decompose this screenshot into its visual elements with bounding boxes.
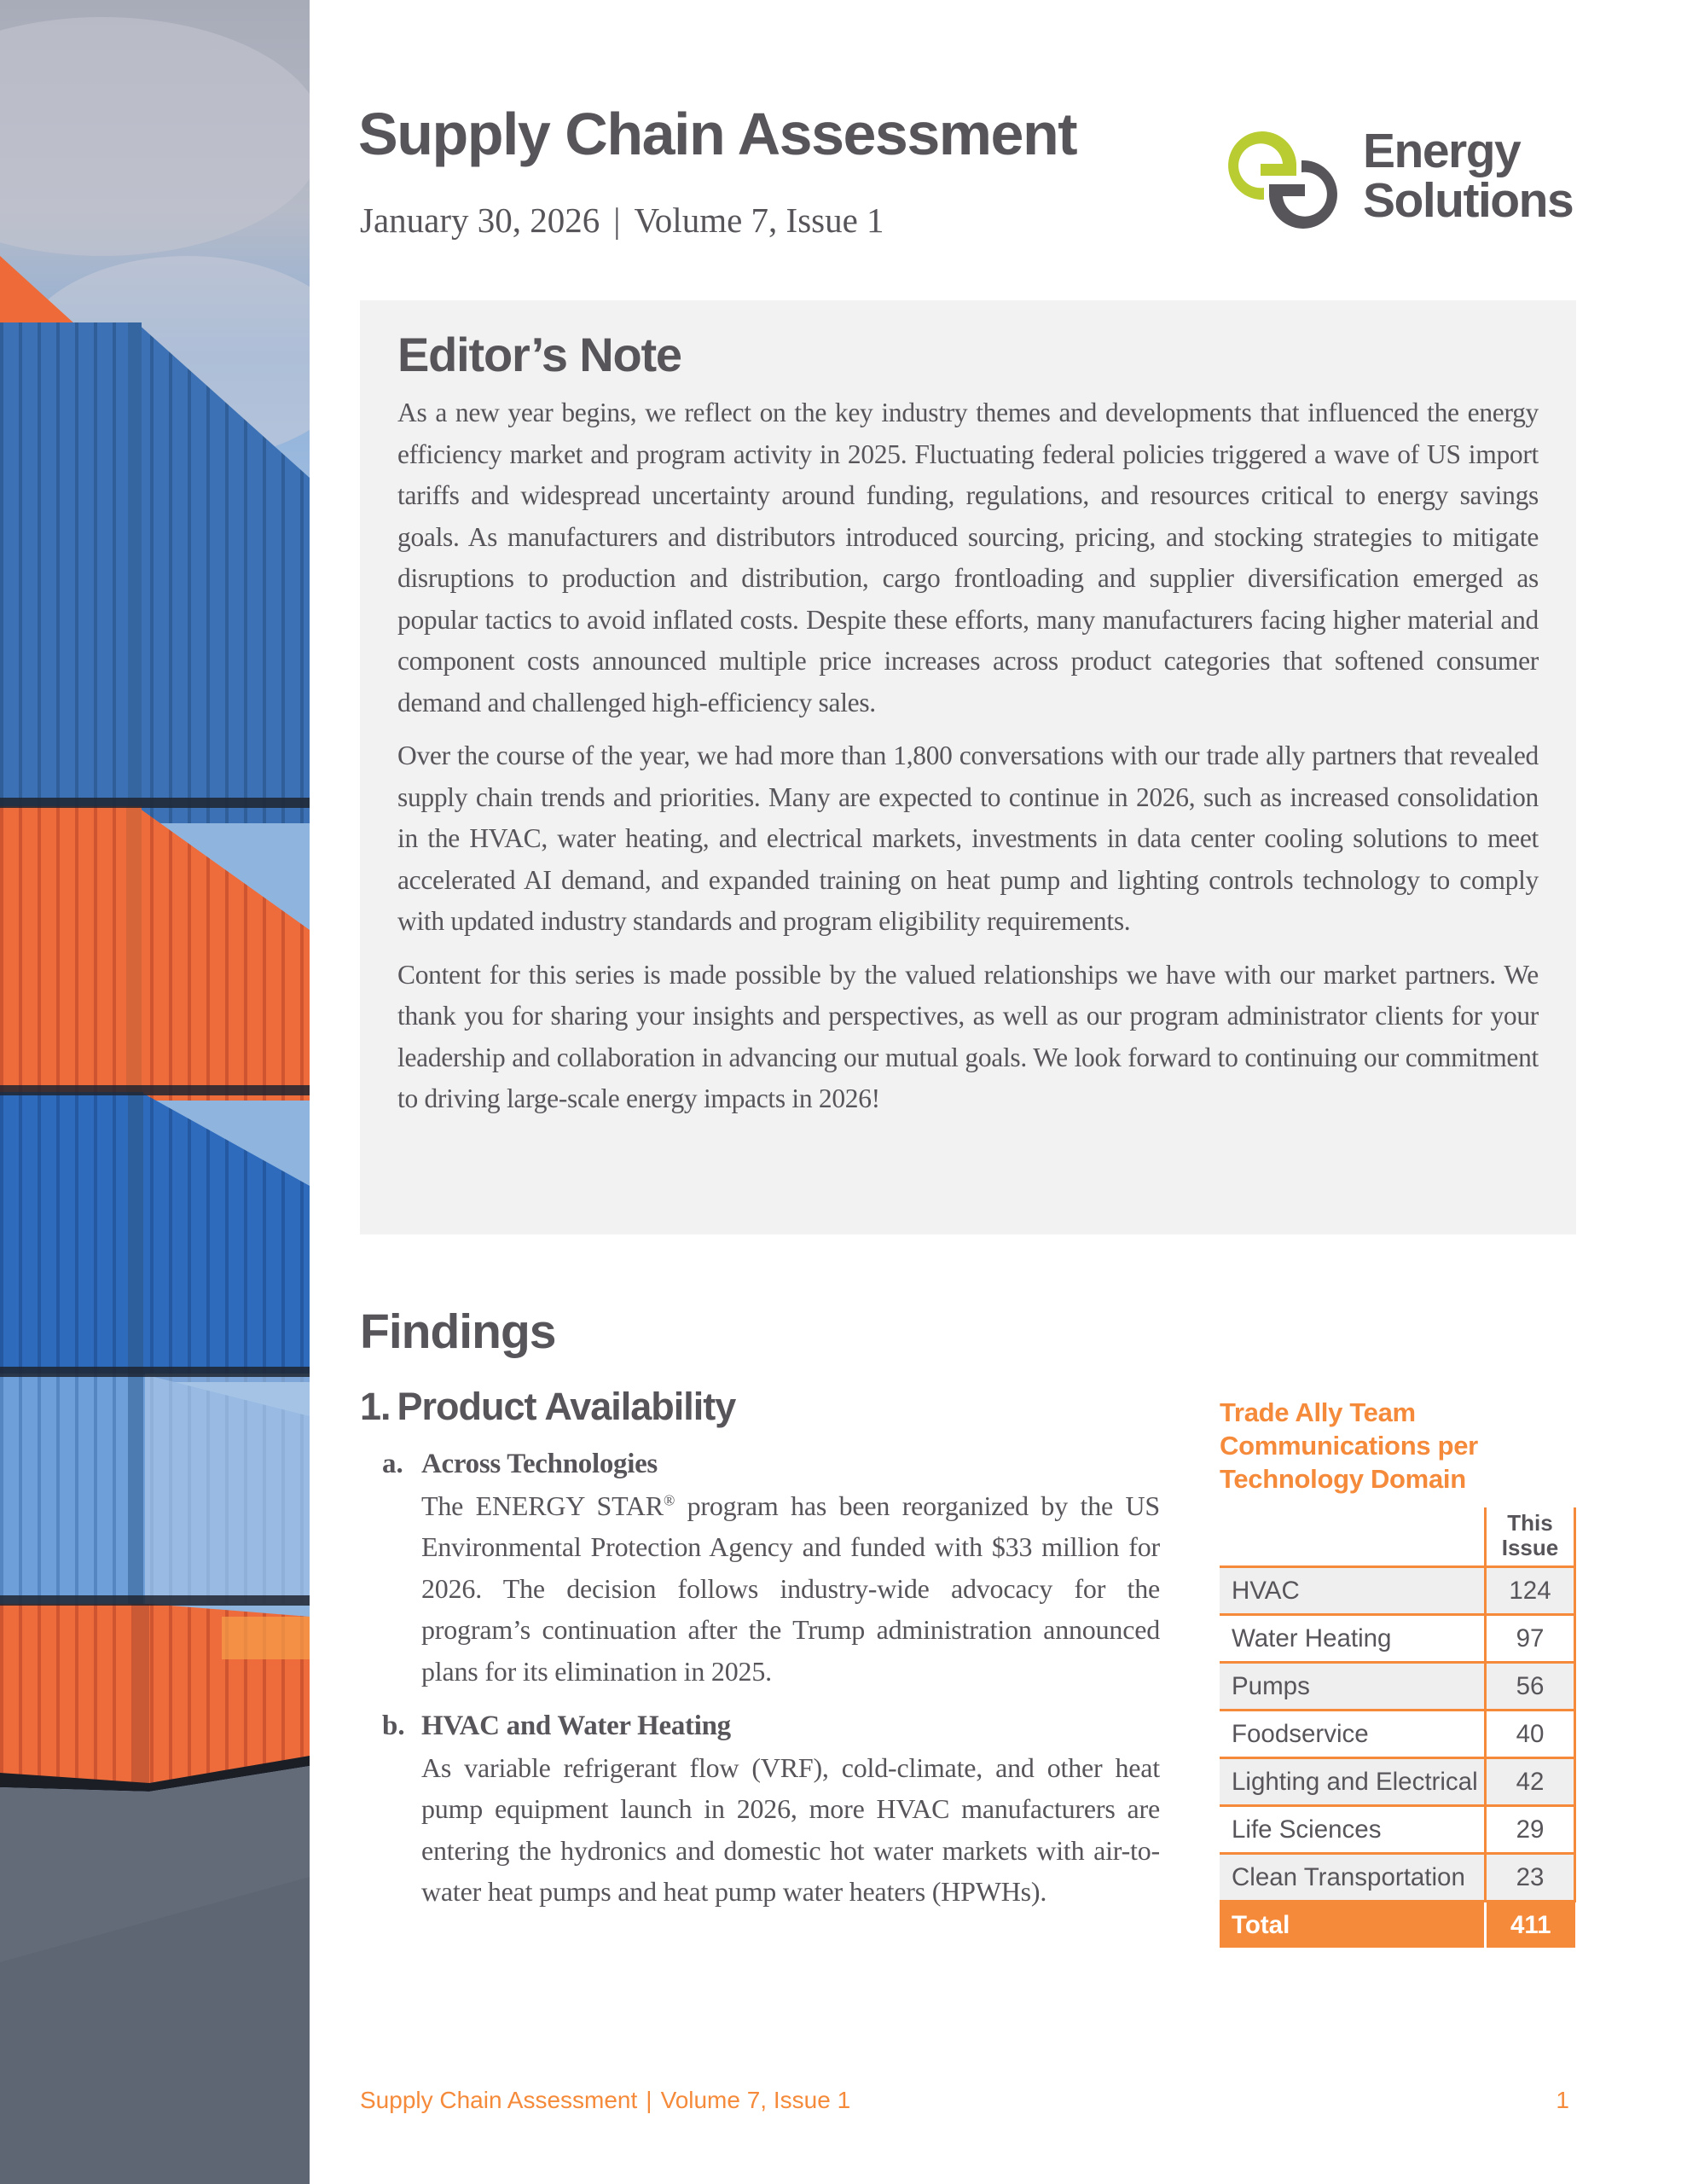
- communications-table: [1220, 1507, 1576, 1948]
- domain-cell: Lighting and Electrical: [1220, 1758, 1486, 1806]
- table-row: [1220, 1567, 1575, 1615]
- logo-text-solutions: Solutions: [1363, 173, 1574, 228]
- table-header-blank: [1220, 1507, 1486, 1567]
- finding-body-text: The ENERGY STAR: [421, 1490, 664, 1521]
- table-row: [1220, 1711, 1575, 1758]
- editors-note-title: Editor’s Note: [397, 328, 681, 381]
- domain-cell: Water Heating: [1220, 1615, 1486, 1663]
- table-header-row: [1220, 1507, 1575, 1567]
- energy-solutions-logo-icon: [1226, 126, 1346, 232]
- issue-date-volume: [360, 200, 884, 240]
- page-footer: [360, 2087, 1576, 2121]
- list-marker: a.: [382, 1449, 403, 1479]
- finding-heading: Across Technologies: [421, 1449, 658, 1479]
- table-total-row: [1220, 1902, 1575, 1949]
- page-number: 1: [1556, 2087, 1569, 2113]
- separator: |: [613, 200, 621, 240]
- domain-cell: Clean Transportation: [1220, 1854, 1486, 1902]
- editors-note-paragraph: As a new year begins, we reflect on the key industry themes and developments that influenced the energy efficiency market and program activity in 2025. Fluctuating federal policies triggered a wave of US import tariffs and widespread uncertainty around funding, regulations, and resources critical to energy savings goals. As manufacturers and distributors introduced sourcing, pricing, and stocking strategies to mitigate disruptions to production and distribution, cargo frontloading and supplier diversification emerged as popular tactics to avoid inflated costs. Despite these efforts, many manufacturers facing higher material and component costs announced multiple price increases across product categories that softened consumer demand and challenged high-efficiency sales.: [397, 398, 1539, 717]
- footer-publication-info: [360, 2087, 850, 2114]
- count-cell: 124: [1486, 1567, 1575, 1615]
- domain-cell: Pumps: [1220, 1663, 1486, 1711]
- count-cell: 42: [1486, 1758, 1575, 1806]
- table-row: [1220, 1615, 1575, 1663]
- footer-publication: Supply Chain Assessment: [360, 2087, 638, 2113]
- total-count: 411: [1486, 1902, 1575, 1949]
- table-row: [1220, 1854, 1575, 1902]
- domain-cell: Foodservice: [1220, 1711, 1486, 1758]
- list-marker: b.: [382, 1711, 405, 1741]
- findings-list: [382, 1443, 1160, 1926]
- footer-separator: |: [646, 2087, 652, 2113]
- finding-body: As variable refrigerant flow (VRF), cold-climate, and other heat pump equipment launch in 2026, more HVAC manufacturers are entering the hydronics and domestic hot water markets with air-to-water heat pumps and heat pump water heaters (HPWHs).: [421, 1751, 1160, 1907]
- table-row: [1220, 1663, 1575, 1711]
- count-cell: 97: [1486, 1615, 1575, 1663]
- communications-table-panel: [1220, 1396, 1576, 1948]
- registered-trademark: ®: [663, 1490, 675, 1508]
- editors-note-box: [360, 300, 1576, 1234]
- total-label: Total: [1220, 1902, 1486, 1949]
- cover-photo-shipping-containers: [0, 0, 310, 2184]
- domain-cell: HVAC: [1220, 1567, 1486, 1615]
- document-title: Supply Chain Assessment: [358, 101, 1077, 167]
- count-cell: 56: [1486, 1663, 1575, 1711]
- section-title: Product Availability: [397, 1385, 736, 1428]
- finding-item-across-technologies: [382, 1443, 1160, 1692]
- count-cell: 40: [1486, 1711, 1575, 1758]
- table-row: [1220, 1806, 1575, 1854]
- logo-wordmark: [1363, 124, 1574, 228]
- table-title: Trade Ally Team Communications per Technology Domain: [1220, 1397, 1478, 1494]
- editors-note-paragraph: Over the course of the year, we had more than 1,800 conversations with our trade ally partners that revealed supply chain trends and priorities. Many are expected to continue in 2026, such as increased consolidation in the HVAC, water heating, and electrical markets, investments in data center cooling solutions to meet accelerated AI demand, and expanded training on heat pump and lighting controls technology to comply with updated industry standards and program eligibility requirements.: [397, 741, 1539, 937]
- footer-volume: Volume 7, Issue 1: [660, 2087, 851, 2113]
- table-row: [1220, 1758, 1575, 1806]
- finding-heading: HVAC and Water Heating: [421, 1711, 731, 1741]
- section-heading-product-availability: [360, 1385, 735, 1428]
- energy-solutions-logo: [1226, 126, 1578, 232]
- table-header-this-issue: This Issue: [1486, 1507, 1575, 1567]
- findings-heading: Findings: [360, 1304, 556, 1359]
- issue-volume: Volume 7, Issue 1: [634, 200, 884, 240]
- count-cell: 23: [1486, 1854, 1575, 1902]
- shipping-containers-photo-icon: [0, 0, 310, 2184]
- domain-cell: Life Sciences: [1220, 1806, 1486, 1854]
- issue-date: January 30, 2026: [360, 200, 600, 240]
- finding-body: [421, 1485, 1160, 1693]
- section-number: 1.: [360, 1385, 391, 1428]
- finding-body-text: program has been reorganized by the US Environmental Protection Agency and funded with $33 million for 2026. The decision follows industry-wide advocacy for the program’s continuation after the Trump administration announced plans for its elimination in 2025.: [421, 1490, 1160, 1687]
- editors-note-paragraph: Content for this series is made possible by the valued relationships we have with our market partners. We thank you for sharing your insights and perspectives, as well as our program administrator clients for your leadership and collaboration in advancing our mutual goals. We look forward to continuing our commitment to driving large-scale energy impacts in 2026!: [397, 959, 1539, 1114]
- finding-item-hvac-water-heating: [382, 1705, 1160, 1913]
- count-cell: 29: [1486, 1806, 1575, 1854]
- logo-text-energy: Energy: [1363, 124, 1521, 178]
